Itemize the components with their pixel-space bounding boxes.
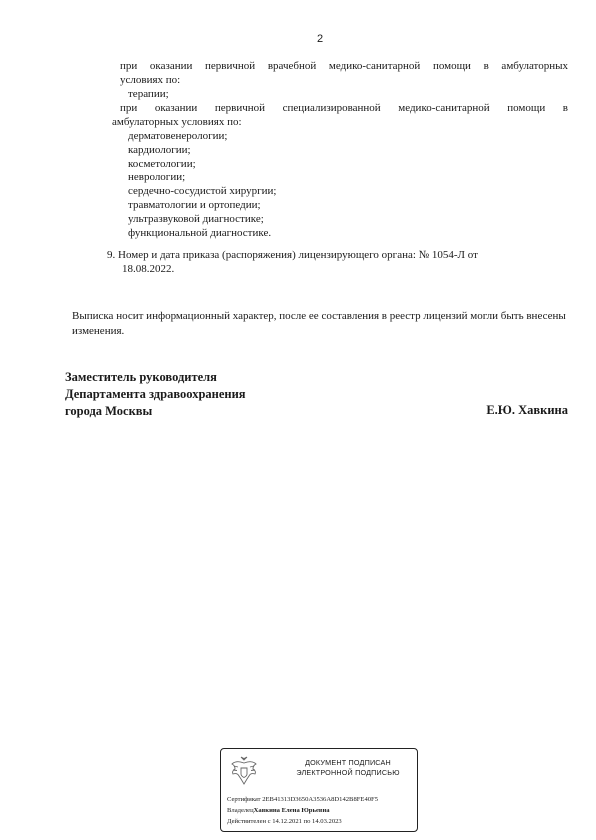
list-item: кардиологии; [128,143,191,156]
owner-label: Владелец [227,807,254,814]
list-item: дерматовенерологии; [128,130,228,142]
list-item: сердечно-сосудистой хирургии; [128,185,277,198]
primary-care-item: терапии; [128,88,169,100]
specialties-list [128,130,277,240]
list-item: травматологии и ортопедии; [128,198,261,211]
page-number: 2 [316,33,324,45]
owner-row [227,805,378,816]
coat-of-arms-icon [229,755,259,787]
list-item: функциональной диагностике. [128,226,272,239]
specialized-care-line1: при оказании первичной специализированной медико-санитарной помощи в [120,102,568,114]
list-item: неврологии; [128,171,186,184]
list-item: косметологии; [128,157,196,170]
certificate-value: 2EB41313D3650A3536A8D142B8FE40F5 [262,796,378,803]
validity-row: Действителен с 14.12.2021 по 14.03.2023 [227,818,342,825]
signatory-name: Е.Ю. Хавкина [486,403,568,417]
order-number-line1: 9. Номер и дата приказа (распоряжения) лицензирующего органа: № 1054-Л от [107,249,478,261]
stamp-details [227,794,378,827]
electronic-signature-stamp [220,748,418,832]
owner-value: Хавкина Елена Юрьевна [253,807,330,814]
certificate-label: Сертификат [227,796,261,803]
disclaimer-note: Выписка носит информационный характер, после ее составления в реестр лицензий могли быть внесены изменения. [72,310,566,337]
certificate-row [227,794,378,805]
primary-care-line1: при оказании первичной врачебной медико-санитарной помощи в амбулаторных [120,60,568,72]
list-item: ультразвуковой диагностике; [128,212,264,225]
stamp-title-line2: ЭЛЕКТРОННОЙ ПОДПИСЬЮ [296,768,400,777]
signatory-title-line3: города Москвы [65,403,153,418]
order-number-line2: 18.08.2022. [122,263,175,275]
specialized-care-line2: амбулаторных условиях по: [112,116,242,128]
stamp-title [283,758,413,778]
primary-care-line2: условиях по: [120,74,181,86]
signatory-title-line2: Департамента здравоохранения [65,386,246,401]
signatory-title-line1: Заместитель руководителя [65,370,217,384]
stamp-title-line1: ДОКУМЕНТ ПОДПИСАН [305,758,391,767]
signatory-title [65,369,246,419]
